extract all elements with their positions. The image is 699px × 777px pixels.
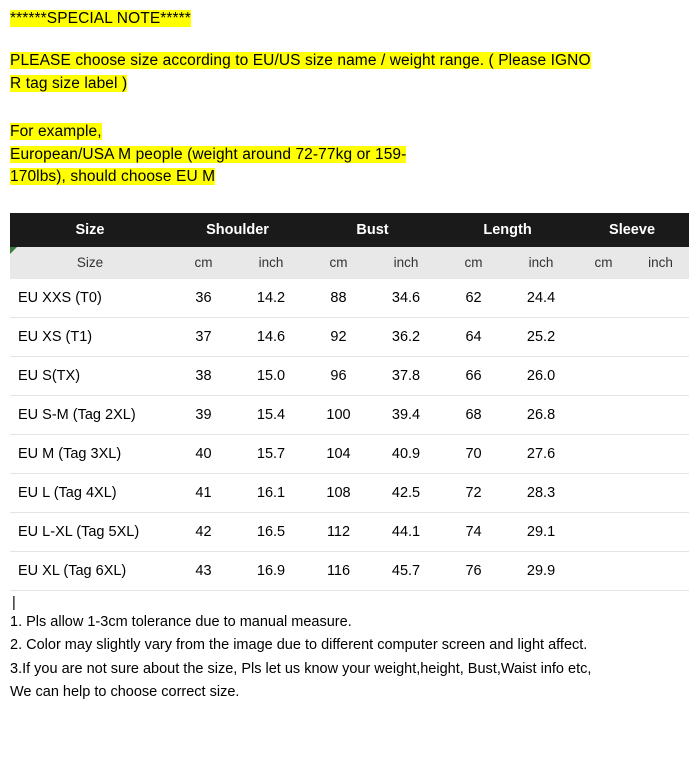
row-length-cm: 72: [440, 473, 507, 512]
special-note-title: ******SPECIAL NOTE*****: [10, 10, 191, 27]
footer-note-3: 3.If you are not sure about the size, Pls let us know your weight,height, Bust,Waist info etc,: [10, 660, 592, 677]
note-instruction-text-2: R tag size label ): [10, 74, 128, 92]
row-shoulder-inch: 14.6: [237, 317, 305, 356]
row-sleeve-inch: [632, 551, 689, 590]
row-shoulder-inch: 16.9: [237, 551, 305, 590]
table-row: [10, 395, 689, 434]
row-length-inch: 29.9: [507, 551, 575, 590]
note-example-text-2: European/USA M people (weight around 72-77kg or 159-: [10, 145, 407, 163]
row-length-cm: 70: [440, 434, 507, 473]
note-instruction-text-1: PLEASE choose size according to EU/US size name / weight range. ( Please IGNO: [10, 52, 591, 70]
unit-header-sleeve-cm: cm: [575, 247, 632, 279]
note-example-text-3: 170lbs), should choose EU M: [10, 168, 216, 186]
group-header-length: Length: [440, 213, 575, 247]
row-length-cm: 66: [440, 356, 507, 395]
row-sleeve-inch: [632, 317, 689, 356]
size-chart-table: [10, 213, 689, 591]
row-length-inch: 28.3: [507, 473, 575, 512]
unit-header-shoulder-cm: cm: [170, 247, 237, 279]
row-shoulder-cm: 43: [170, 551, 237, 590]
row-sleeve-cm: [575, 551, 632, 590]
footer-note-4: We can help to choose correct size.: [10, 684, 240, 701]
table-row: [10, 512, 689, 551]
footer-notes: [10, 595, 689, 705]
row-shoulder-inch: 14.2: [237, 279, 305, 318]
row-sleeve-cm: [575, 473, 632, 512]
note-instruction-line-2: [10, 73, 689, 95]
row-sleeve-cm: [575, 512, 632, 551]
row-bust-cm: 92: [305, 317, 372, 356]
unit-header-shoulder-inch: inch: [237, 247, 305, 279]
row-shoulder-cm: 40: [170, 434, 237, 473]
group-header-bust: Bust: [305, 213, 440, 247]
row-size-label: EU L-XL (Tag 5XL): [10, 512, 170, 551]
row-bust-inch: 34.6: [372, 279, 440, 318]
row-shoulder-cm: 39: [170, 395, 237, 434]
row-bust-cm: 88: [305, 279, 372, 318]
row-bust-cm: 104: [305, 434, 372, 473]
row-bust-cm: 100: [305, 395, 372, 434]
row-length-cm: 62: [440, 279, 507, 318]
row-bust-inch: 36.2: [372, 317, 440, 356]
unit-header-sleeve-inch: inch: [632, 247, 689, 279]
row-shoulder-inch: 15.0: [237, 356, 305, 395]
row-size-label: EU S-M (Tag 2XL): [10, 395, 170, 434]
row-bust-inch: 40.9: [372, 434, 440, 473]
table-row: [10, 317, 689, 356]
row-sleeve-inch: [632, 473, 689, 512]
row-bust-cm: 108: [305, 473, 372, 512]
row-size-label: EU M (Tag 3XL): [10, 434, 170, 473]
footer-note-2: 2. Color may slightly vary from the image due to different computer screen and light affect.: [10, 637, 588, 654]
row-bust-inch: 39.4: [372, 395, 440, 434]
row-length-cm: 64: [440, 317, 507, 356]
row-bust-cm: 112: [305, 512, 372, 551]
row-bust-cm: 116: [305, 551, 372, 590]
row-size-label: EU XXS (T0): [10, 279, 170, 318]
group-header-sleeve: Sleeve: [575, 213, 689, 247]
table-row: [10, 356, 689, 395]
row-length-cm: 76: [440, 551, 507, 590]
row-sleeve-inch: [632, 434, 689, 473]
row-sleeve-inch: [632, 395, 689, 434]
row-length-cm: 68: [440, 395, 507, 434]
footer-note-1: 1. Pls allow 1-3cm tolerance due to manual measure.: [10, 613, 352, 630]
row-bust-inch: 45.7: [372, 551, 440, 590]
row-shoulder-inch: 16.5: [237, 512, 305, 551]
row-size-label: EU XL (Tag 6XL): [10, 551, 170, 590]
row-shoulder-inch: 15.4: [237, 395, 305, 434]
unit-header-bust-inch: inch: [372, 247, 440, 279]
row-shoulder-inch: 15.7: [237, 434, 305, 473]
special-note-title-line: [10, 8, 689, 30]
special-note-block: [10, 8, 689, 189]
row-sleeve-inch: [632, 279, 689, 318]
row-shoulder-cm: 41: [170, 473, 237, 512]
row-shoulder-cm: 36: [170, 279, 237, 318]
row-size-label: EU XS (T1): [10, 317, 170, 356]
row-length-inch: 24.4: [507, 279, 575, 318]
row-sleeve-cm: [575, 356, 632, 395]
table-row: [10, 551, 689, 590]
note-example-line-2: [10, 144, 689, 166]
row-bust-inch: 37.8: [372, 356, 440, 395]
row-sleeve-inch: [632, 512, 689, 551]
group-header-size: Size: [10, 213, 170, 247]
unit-header-bust-cm: cm: [305, 247, 372, 279]
note-example-text-1: For example,: [10, 123, 102, 141]
row-sleeve-cm: [575, 317, 632, 356]
table-group-header-row: [10, 213, 689, 247]
row-size-label: EU L (Tag 4XL): [10, 473, 170, 512]
row-bust-inch: 44.1: [372, 512, 440, 551]
unit-header-length-inch: inch: [507, 247, 575, 279]
row-length-inch: 26.0: [507, 356, 575, 395]
unit-header-length-cm: cm: [440, 247, 507, 279]
row-shoulder-cm: 42: [170, 512, 237, 551]
row-length-inch: 27.6: [507, 434, 575, 473]
row-sleeve-cm: [575, 434, 632, 473]
group-header-shoulder: Shoulder: [170, 213, 305, 247]
row-length-inch: 25.2: [507, 317, 575, 356]
row-length-cm: 74: [440, 512, 507, 551]
row-length-inch: 29.1: [507, 512, 575, 551]
row-bust-inch: 42.5: [372, 473, 440, 512]
footer-caret: |: [12, 594, 16, 611]
table-row: [10, 473, 689, 512]
row-sleeve-cm: [575, 395, 632, 434]
row-sleeve-cm: [575, 279, 632, 318]
note-instruction-line-1: [10, 50, 689, 72]
unit-header-size: Size: [10, 247, 170, 279]
row-shoulder-cm: 37: [170, 317, 237, 356]
row-length-inch: 26.8: [507, 395, 575, 434]
note-example-line-1: [10, 121, 689, 143]
row-shoulder-inch: 16.1: [237, 473, 305, 512]
table-row: [10, 279, 689, 318]
note-example-line-3: [10, 166, 689, 188]
row-sleeve-inch: [632, 356, 689, 395]
row-size-label: EU S(TX): [10, 356, 170, 395]
row-bust-cm: 96: [305, 356, 372, 395]
table-row: [10, 434, 689, 473]
row-shoulder-cm: 38: [170, 356, 237, 395]
table-unit-header-row: [10, 247, 689, 279]
